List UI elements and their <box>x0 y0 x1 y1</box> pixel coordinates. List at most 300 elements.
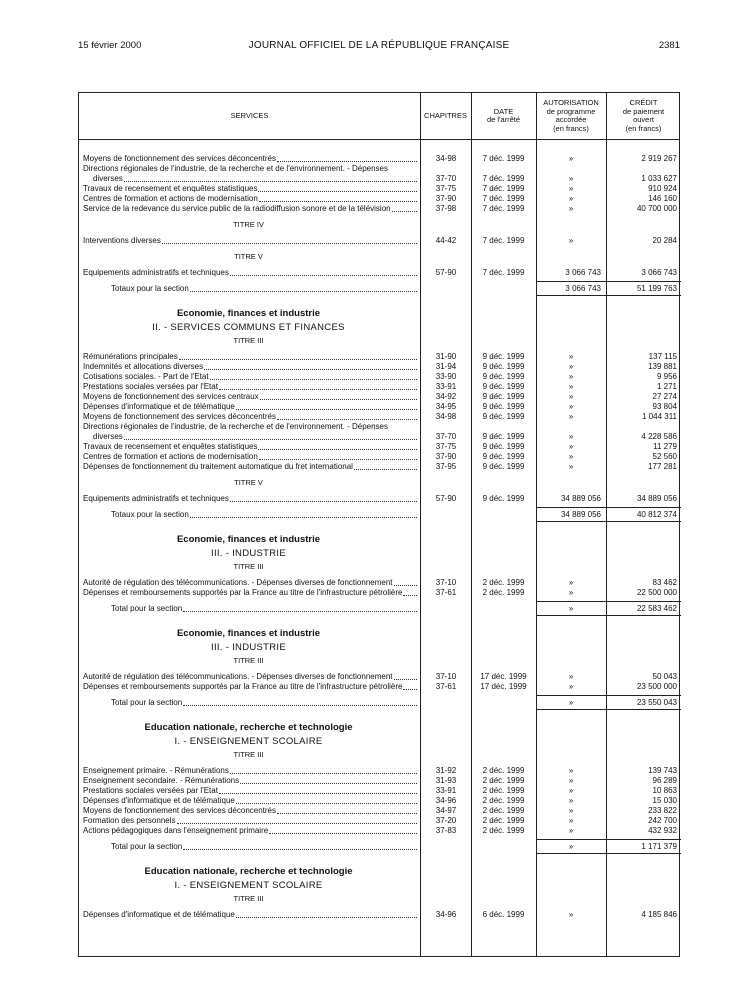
chapitre-cell: 37-90 <box>435 194 457 203</box>
chapitre-cell: 33-91 <box>435 382 457 391</box>
credit-cell: 50 043 <box>652 672 677 681</box>
service-label-wrap <box>83 382 418 392</box>
heading-label: Economie, finances et industrie <box>176 308 321 319</box>
service-label: Service de la redevance du service public de la radiodiffusion sonore et de la télévision <box>83 204 391 213</box>
credit-cell: 139 743 <box>648 766 677 775</box>
autorisation-cell: » <box>568 432 574 441</box>
service-label-wrap <box>83 816 418 826</box>
leader-dots <box>210 372 417 380</box>
leader-dots <box>179 352 417 360</box>
heading-label: Economie, finances et industrie <box>176 628 321 639</box>
credit-cell: 40 812 374 <box>636 510 677 519</box>
service-label: Total pour la section <box>111 604 183 613</box>
credit-cell: 83 462 <box>652 578 677 587</box>
heading-label: TITRE V <box>234 252 263 261</box>
date-cell: 9 déc. 1999 <box>482 432 525 441</box>
leader-dots <box>392 204 417 212</box>
leader-dots <box>277 412 417 420</box>
credit-cell: 137 115 <box>648 352 677 361</box>
date-cell: 9 déc. 1999 <box>482 352 525 361</box>
service-label: Centres de formation et actions de modernisation <box>83 452 258 461</box>
heading-label-wrap <box>79 478 418 488</box>
credit-cell: 177 281 <box>648 462 677 471</box>
credit-cell: 1 033 627 <box>641 174 677 183</box>
credit-cell: 432 932 <box>648 826 677 835</box>
date-cell: 17 déc. 1999 <box>480 672 527 681</box>
ministry-heading <box>79 866 681 878</box>
total-rule <box>536 281 681 282</box>
table-row <box>79 432 681 442</box>
date-cell: 6 déc. 1999 <box>482 910 525 919</box>
total-rule <box>536 695 681 696</box>
autorisation-cell: » <box>568 578 574 587</box>
service-label-wrap <box>93 174 418 184</box>
service-label-wrap <box>83 786 418 796</box>
service-label: Directions régionales de l'industrie, de la recherche et de l'environnement. - Dépenses <box>83 164 388 173</box>
chapitre-cell: 31-92 <box>435 766 457 775</box>
service-label-wrap <box>83 362 418 372</box>
service-label-wrap <box>83 412 418 422</box>
service-label: Equipements administratifs et techniques <box>83 268 229 277</box>
leader-dots <box>354 462 417 470</box>
chapitre-cell: 33-91 <box>435 786 457 795</box>
date-cell: 9 déc. 1999 <box>482 392 525 401</box>
service-label: Totaux pour la section <box>111 510 189 519</box>
credit-cell: 40 700 000 <box>636 204 677 213</box>
table-row <box>79 422 681 432</box>
autorisation-cell: » <box>568 910 574 919</box>
leader-dots <box>124 432 417 440</box>
table-row <box>79 786 681 796</box>
table-row <box>79 268 681 278</box>
column-header-chapitres: CHAPITRES <box>424 110 467 120</box>
heading-label-wrap <box>79 548 418 560</box>
service-label-wrap <box>83 910 418 920</box>
autorisation-cell: » <box>568 236 574 245</box>
autorisation-cell: 3 066 743 <box>565 268 601 277</box>
credit-cell: 96 289 <box>652 776 677 785</box>
date-cell: 2 déc. 1999 <box>482 578 525 587</box>
chapitre-cell: 34-98 <box>435 412 457 421</box>
column-header-date: DATE de l'arrêté <box>486 106 521 124</box>
leader-dots <box>403 682 417 690</box>
leader-dots <box>394 578 417 586</box>
autorisation-cell: » <box>568 766 574 775</box>
service-label-wrap <box>83 776 418 786</box>
heading-label: I. - ENSEIGNEMENT SCOLAIRE <box>174 736 323 747</box>
autorisation-cell: » <box>568 194 574 203</box>
date-cell: 2 déc. 1999 <box>482 826 525 835</box>
service-label-wrap <box>83 422 418 432</box>
ministry-heading <box>79 722 681 734</box>
total-rule <box>536 709 681 710</box>
titre-heading <box>79 220 681 230</box>
heading-label: TITRE III <box>233 750 264 759</box>
credit-cell: 146 160 <box>648 194 677 203</box>
credit-cell: 23 550 043 <box>636 698 677 707</box>
table-row <box>79 452 681 462</box>
heading-label-wrap <box>79 308 418 320</box>
autorisation-cell: » <box>568 402 574 411</box>
leader-dots <box>240 776 417 784</box>
leader-dots <box>162 236 417 244</box>
credit-cell: 233 822 <box>648 806 677 815</box>
service-label: Dépenses et remboursements supportés par la France au titre de l'infrastructure pétrolière <box>83 682 403 691</box>
autorisation-cell: » <box>568 604 574 613</box>
service-label: Travaux de recensement et enquêtes statistiques <box>83 442 258 451</box>
autorisation-cell: » <box>568 776 574 785</box>
section-heading <box>79 322 681 334</box>
credit-cell: 3 066 743 <box>641 268 677 277</box>
autorisation-cell: » <box>568 806 574 815</box>
heading-label-wrap <box>79 894 418 904</box>
chapitre-cell: 33-90 <box>435 372 457 381</box>
chapitre-cell: 37-98 <box>435 204 457 213</box>
heading-label-wrap <box>79 562 418 572</box>
leader-dots <box>230 766 417 774</box>
credit-cell: 22 583 462 <box>636 604 677 613</box>
service-label: Travaux de recensement et enquêtes statistiques <box>83 184 258 193</box>
heading-label-wrap <box>79 722 418 734</box>
service-label-wrap <box>83 372 418 382</box>
autorisation-cell: » <box>568 362 574 371</box>
section-heading <box>79 736 681 748</box>
leader-dots <box>236 796 417 804</box>
service-label-wrap <box>111 698 418 708</box>
service-label: Totaux pour la section <box>111 284 189 293</box>
date-cell: 9 déc. 1999 <box>482 362 525 371</box>
heading-label-wrap <box>79 866 418 878</box>
date-cell: 9 déc. 1999 <box>482 494 525 503</box>
service-label: Centres de formation et actions de modernisation <box>83 194 258 203</box>
table-row <box>79 412 681 422</box>
credit-cell: 4 228 586 <box>641 432 677 441</box>
leader-dots <box>236 910 417 918</box>
table-row <box>79 236 681 246</box>
table-row <box>79 352 681 362</box>
service-label: Moyens de fonctionnement des services déconcentrés <box>83 806 276 815</box>
table-row <box>79 494 681 504</box>
credit-cell: 4 185 846 <box>641 910 677 919</box>
autorisation-cell: 3 066 743 <box>565 284 601 293</box>
leader-dots <box>403 588 417 596</box>
chapitre-cell: 34-98 <box>435 154 457 163</box>
autorisation-cell: » <box>568 462 574 471</box>
titre-heading <box>79 336 681 346</box>
chapitre-cell: 34-96 <box>435 910 457 919</box>
autorisation-cell: » <box>568 204 574 213</box>
total-row <box>79 842 681 852</box>
chapitre-cell: 37-70 <box>435 432 457 441</box>
service-label: diverses <box>93 174 123 183</box>
table-row <box>79 174 681 184</box>
total-row <box>79 284 681 294</box>
leader-dots <box>230 268 417 276</box>
autorisation-cell: » <box>568 372 574 381</box>
table-row <box>79 672 681 682</box>
service-label: Equipements administratifs et techniques <box>83 494 229 503</box>
service-label-wrap <box>111 842 418 852</box>
date-cell: 7 déc. 1999 <box>482 204 525 213</box>
header-rule <box>79 139 679 140</box>
date-cell: 2 déc. 1999 <box>482 796 525 805</box>
date-cell: 2 déc. 1999 <box>482 806 525 815</box>
heading-label-wrap <box>79 628 418 640</box>
heading-label-wrap <box>79 336 418 346</box>
chapitre-cell: 37-83 <box>435 826 457 835</box>
heading-label: TITRE III <box>233 562 264 571</box>
autorisation-cell: » <box>568 786 574 795</box>
service-label: Actions pédagogiques dans l'enseignement primaire <box>83 826 269 835</box>
leader-dots <box>190 510 417 518</box>
date-cell: 2 déc. 1999 <box>482 766 525 775</box>
table-row <box>79 826 681 836</box>
leader-dots <box>277 154 417 162</box>
autorisation-cell: 34 889 056 <box>560 510 601 519</box>
date-cell: 2 déc. 1999 <box>482 786 525 795</box>
service-label-wrap <box>83 766 418 776</box>
table-row <box>79 910 681 920</box>
autorisation-cell: » <box>568 412 574 421</box>
chapitre-cell: 37-61 <box>435 588 457 597</box>
table-row <box>79 578 681 588</box>
table-row <box>79 806 681 816</box>
chapitre-cell: 37-10 <box>435 672 457 681</box>
date-cell: 7 déc. 1999 <box>482 184 525 193</box>
service-label-wrap <box>83 204 418 214</box>
heading-label-wrap <box>79 656 418 666</box>
table-row <box>79 194 681 204</box>
table-row <box>79 766 681 776</box>
heading-label-wrap <box>79 534 418 546</box>
service-label: Moyens de fonctionnement des services centraux <box>83 392 259 401</box>
date-cell: 9 déc. 1999 <box>482 452 525 461</box>
service-label-wrap <box>111 284 418 294</box>
leader-dots <box>177 816 418 824</box>
titre-heading <box>79 656 681 666</box>
page-number: 2381 <box>658 40 680 51</box>
chapitre-cell: 57-90 <box>435 268 457 277</box>
autorisation-cell: » <box>568 682 574 691</box>
service-label-wrap <box>83 154 418 164</box>
total-row <box>79 510 681 520</box>
date-cell: 9 déc. 1999 <box>482 442 525 451</box>
table-row <box>79 776 681 786</box>
service-label: Interventions diverses <box>83 236 161 245</box>
leader-dots <box>183 842 417 850</box>
credit-cell: 1 044 311 <box>642 412 677 421</box>
chapitre-cell: 37-75 <box>435 184 457 193</box>
titre-heading <box>79 562 681 572</box>
leader-dots <box>259 452 417 460</box>
table-row <box>79 204 681 214</box>
date-cell: 7 déc. 1999 <box>482 268 525 277</box>
service-label-wrap <box>111 604 418 614</box>
autorisation-cell: » <box>568 382 574 391</box>
column-header-autorisation: AUTORISATION de programme accordée (en francs) <box>543 98 599 133</box>
date-cell: 9 déc. 1999 <box>482 382 525 391</box>
date-cell: 2 déc. 1999 <box>482 588 525 597</box>
credit-cell: 20 284 <box>652 236 677 245</box>
date-cell: 2 déc. 1999 <box>482 816 525 825</box>
credit-cell: 10 863 <box>652 786 677 795</box>
credits-table <box>78 92 680 957</box>
table-row <box>79 164 681 174</box>
credit-cell: 1 271 <box>656 382 677 391</box>
credit-cell: 51 199 763 <box>636 284 677 293</box>
chapitre-cell: 37-90 <box>435 452 457 461</box>
chapitre-cell: 37-61 <box>435 682 457 691</box>
heading-label-wrap <box>79 750 418 760</box>
credit-cell: 242 700 <box>648 816 677 825</box>
leader-dots <box>269 826 417 834</box>
leader-dots <box>183 604 417 612</box>
autorisation-cell: » <box>568 816 574 825</box>
service-label-wrap <box>83 672 418 682</box>
heading-label: III. - INDUSTRIE <box>211 642 286 653</box>
credit-cell: 22 500 000 <box>636 588 677 597</box>
autorisation-cell: » <box>568 588 574 597</box>
service-label-wrap <box>83 796 418 806</box>
table-row <box>79 816 681 826</box>
heading-label: I. - ENSEIGNEMENT SCOLAIRE <box>174 880 323 891</box>
column-header-services: SERVICES <box>230 110 269 120</box>
journal-title: JOURNAL OFFICIEL DE LA RÉPUBLIQUE FRANÇAISE <box>248 40 510 51</box>
service-label: Dépenses d'informatique et de télématique <box>83 910 235 919</box>
column-header-credit: CRÉDIT de paiement ouvert (en francs) <box>622 98 665 133</box>
autorisation-cell: » <box>568 184 574 193</box>
service-label: Moyens de fonctionnement des services déconcentrés <box>83 154 276 163</box>
date-cell: 9 déc. 1999 <box>482 402 525 411</box>
service-label-wrap <box>83 194 418 204</box>
heading-label-wrap <box>79 736 418 748</box>
table-row <box>79 588 681 598</box>
leader-dots <box>277 806 417 814</box>
table-row <box>79 382 681 392</box>
service-label-wrap <box>83 682 418 692</box>
leader-dots <box>190 284 417 292</box>
total-row <box>79 604 681 614</box>
heading-label: TITRE V <box>234 478 263 487</box>
credit-cell: 34 889 056 <box>636 494 677 503</box>
date-cell: 9 déc. 1999 <box>482 412 525 421</box>
chapitre-cell: 31-94 <box>435 362 457 371</box>
autorisation-cell: » <box>568 796 574 805</box>
credit-cell: 23 500 000 <box>636 682 677 691</box>
service-label: Moyens de fonctionnement des services déconcentrés <box>83 412 276 421</box>
autorisation-cell: » <box>568 826 574 835</box>
autorisation-cell: » <box>568 698 574 707</box>
total-row <box>79 698 681 708</box>
service-label: Prestations sociales versées par l'Etat <box>83 382 218 391</box>
service-label: Dépenses de fonctionnement du traitement automatique du fret international <box>83 462 353 471</box>
heading-label-wrap <box>79 642 418 654</box>
total-rule <box>536 853 681 854</box>
heading-label-wrap <box>79 880 418 892</box>
leader-dots <box>260 392 417 400</box>
chapitre-cell: 57-90 <box>435 494 457 503</box>
service-label-wrap <box>93 432 418 442</box>
service-label-wrap <box>83 442 418 452</box>
service-label-wrap <box>83 494 418 504</box>
section-heading <box>79 880 681 892</box>
table-row <box>79 462 681 472</box>
credit-cell: 15 030 <box>652 796 677 805</box>
date-cell: 17 déc. 1999 <box>480 682 527 691</box>
service-label-wrap <box>83 806 418 816</box>
service-label: Prestations sociales versées par l'Etat <box>83 786 218 795</box>
service-label-wrap <box>83 402 418 412</box>
table-row <box>79 372 681 382</box>
leader-dots <box>394 672 417 680</box>
credit-cell: 2 919 267 <box>641 154 677 163</box>
service-label-wrap <box>111 510 418 520</box>
heading-label: TITRE III <box>233 656 264 665</box>
total-rule <box>536 521 681 522</box>
autorisation-cell: » <box>568 174 574 183</box>
service-label-wrap <box>83 236 418 246</box>
service-label-wrap <box>83 578 418 588</box>
leader-dots <box>219 382 417 390</box>
service-label: Cotisations sociales. - Part de l'Etat <box>83 372 209 381</box>
ministry-heading <box>79 628 681 640</box>
autorisation-cell: » <box>568 452 574 461</box>
credit-cell: 93 804 <box>652 402 677 411</box>
heading-label-wrap <box>79 252 418 262</box>
heading-label-wrap <box>79 220 418 230</box>
credit-cell: 139 881 <box>648 362 677 371</box>
page-header <box>78 40 680 54</box>
service-label: Autorité de régulation des télécommunications. - Dépenses diverses de fonctionnement <box>83 578 393 587</box>
table-row <box>79 362 681 372</box>
service-label-wrap <box>83 352 418 362</box>
chapitre-cell: 34-97 <box>435 806 457 815</box>
total-rule <box>536 507 681 508</box>
service-label: Autorité de régulation des télécommunications. - Dépenses diverses de fonctionnement <box>83 672 393 681</box>
leader-dots <box>236 402 417 410</box>
credit-cell: 52 560 <box>652 452 677 461</box>
heading-label: Economie, finances et industrie <box>176 534 321 545</box>
total-rule <box>536 601 681 602</box>
autorisation-cell: 34 889 056 <box>560 494 601 503</box>
service-label: Indemnités et allocations diverses <box>83 362 204 371</box>
titre-heading <box>79 252 681 262</box>
credit-cell: 27 274 <box>652 392 677 401</box>
ministry-heading <box>79 308 681 320</box>
chapitre-cell: 34-96 <box>435 796 457 805</box>
service-label: Total pour la section <box>111 698 183 707</box>
service-label-wrap <box>83 184 418 194</box>
autorisation-cell: » <box>568 392 574 401</box>
table-row <box>79 402 681 412</box>
credit-cell: 9 956 <box>656 372 677 381</box>
section-heading <box>79 642 681 654</box>
autorisation-cell: » <box>568 352 574 361</box>
service-label-wrap <box>83 462 418 472</box>
date-cell: 9 déc. 1999 <box>482 462 525 471</box>
table-row <box>79 184 681 194</box>
chapitre-cell: 34-92 <box>435 392 457 401</box>
leader-dots <box>124 174 417 182</box>
service-label: Directions régionales de l'industrie, de la recherche et de l'environnement. - Dépenses <box>83 422 388 431</box>
table-row <box>79 392 681 402</box>
table-row <box>79 154 681 164</box>
chapitre-cell: 44-42 <box>435 236 457 245</box>
table-row <box>79 682 681 692</box>
date-cell: 7 déc. 1999 <box>482 194 525 203</box>
service-label: Enseignement secondaire. - Rémunérations <box>83 776 240 785</box>
autorisation-cell: » <box>568 154 574 163</box>
